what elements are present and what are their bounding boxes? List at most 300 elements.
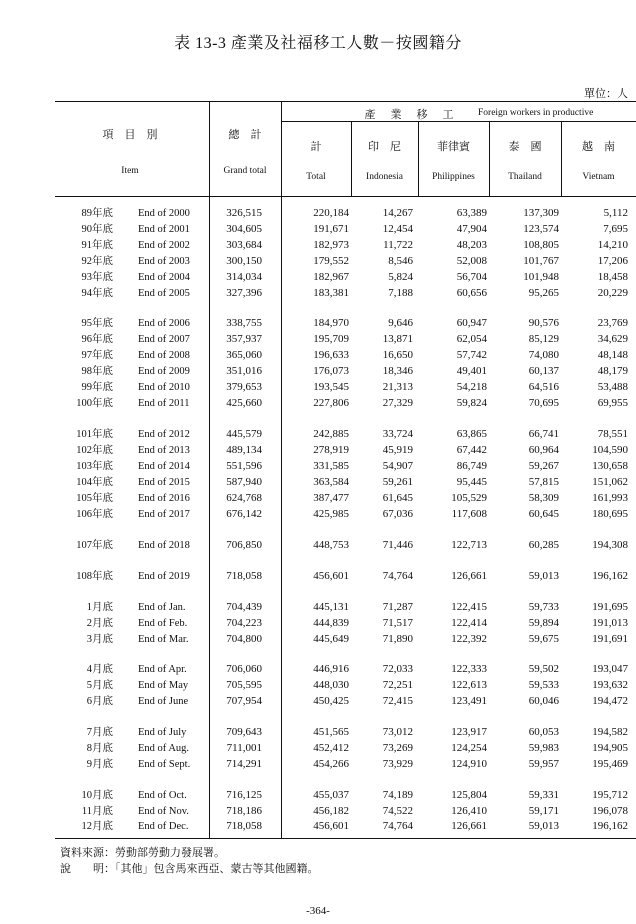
cell-thailand: 57,815 — [528, 476, 559, 488]
cell-grand-total: 303,684 — [226, 239, 262, 251]
cell-indonesia: 61,645 — [382, 492, 413, 504]
cell-indonesia: 8,546 — [388, 255, 413, 267]
row-label-zh: 93年底 — [81, 272, 113, 283]
cell-indonesia: 11,722 — [383, 239, 413, 251]
row-label-zh: 9月底 — [86, 759, 113, 770]
cell-indonesia: 12,454 — [382, 223, 413, 235]
row-label-zh: 7月底 — [86, 727, 113, 738]
cell-total: 191,671 — [313, 223, 349, 235]
cell-grand-total: 314,034 — [226, 271, 262, 283]
cell-indonesia: 54,907 — [382, 460, 413, 472]
cell-philippines: 86,749 — [456, 460, 487, 472]
cell-philippines: 122,392 — [451, 633, 487, 645]
cell-total: 363,584 — [313, 476, 349, 488]
table-row — [0, 507, 636, 522]
table-row — [0, 222, 636, 237]
cell-total: 195,709 — [313, 333, 349, 345]
cell-grand-total: 379,653 — [226, 381, 262, 393]
cell-indonesia: 72,415 — [382, 695, 413, 707]
table-row — [0, 364, 636, 379]
cell-thailand: 70,695 — [528, 397, 559, 409]
cell-indonesia: 74,764 — [382, 820, 413, 832]
header-vietnam-en: Vietnam — [582, 172, 615, 182]
row-label-en: End of June — [138, 696, 189, 707]
cell-total: 183,381 — [313, 287, 349, 299]
cell-total: 445,649 — [313, 633, 349, 645]
cell-total: 454,266 — [313, 758, 349, 770]
row-label-zh: 96年底 — [81, 334, 113, 345]
table-row — [0, 491, 636, 506]
cell-vietnam: 69,955 — [597, 397, 628, 409]
cell-grand-total: 304,605 — [226, 223, 262, 235]
row-label-zh: 12月底 — [81, 821, 113, 832]
col-divider-subheader-1 — [351, 121, 352, 196]
table-row — [0, 694, 636, 709]
row-label-en: End of 2017 — [138, 509, 190, 520]
cell-grand-total: 718,058 — [226, 570, 262, 582]
row-label-zh: 8月底 — [86, 743, 113, 754]
cell-total: 448,030 — [313, 679, 349, 691]
table-row — [0, 788, 636, 803]
cell-indonesia: 18,346 — [382, 365, 413, 377]
table-row — [0, 757, 636, 772]
cell-total: 179,552 — [313, 255, 349, 267]
cell-total: 220,184 — [313, 207, 349, 219]
cell-philippines: 126,410 — [451, 805, 487, 817]
cell-grand-total: 365,060 — [226, 349, 262, 361]
cell-total: 456,601 — [313, 570, 349, 582]
cell-thailand: 66,741 — [528, 428, 559, 440]
cell-indonesia: 14,267 — [382, 207, 413, 219]
table-row — [0, 725, 636, 740]
row-label-zh: 98年底 — [81, 366, 113, 377]
table-row — [0, 741, 636, 756]
row-label-zh: 108年底 — [76, 571, 113, 582]
row-label-zh: 99年底 — [81, 382, 113, 393]
footer-source: 資料來源：勞動部勞動力發展署。 — [60, 847, 225, 859]
cell-grand-total: 551,596 — [226, 460, 262, 472]
cell-thailand: 137,309 — [523, 207, 559, 219]
cell-indonesia: 5,824 — [388, 271, 413, 283]
cell-indonesia: 16,650 — [382, 349, 413, 361]
cell-thailand: 90,576 — [528, 317, 559, 329]
row-label-en: End of 2006 — [138, 318, 190, 329]
row-label-en: End of 2002 — [138, 240, 190, 251]
cell-total: 242,885 — [313, 428, 349, 440]
row-label-zh: 10月底 — [81, 790, 113, 801]
row-label-zh: 2月底 — [86, 618, 113, 629]
cell-thailand: 59,957 — [528, 758, 559, 770]
header-grand-total-en: Grand total — [223, 166, 267, 176]
cell-total: 176,073 — [313, 365, 349, 377]
row-label-en: End of 2001 — [138, 224, 190, 235]
row-label-en: End of 2018 — [138, 540, 190, 551]
cell-philippines: 105,529 — [451, 492, 487, 504]
cell-total: 446,916 — [313, 663, 349, 675]
cell-thailand: 85,129 — [528, 333, 559, 345]
table-row — [0, 206, 636, 221]
header-group-zh: 產 業 移 工 — [364, 109, 456, 121]
cell-vietnam: 195,712 — [592, 789, 628, 801]
row-label-en: End of 2015 — [138, 477, 190, 488]
cell-vietnam: 194,582 — [592, 726, 628, 738]
cell-total: 425,985 — [313, 508, 349, 520]
cell-indonesia: 71,517 — [382, 617, 413, 629]
cell-philippines: 122,414 — [451, 617, 487, 629]
cell-indonesia: 71,446 — [382, 539, 413, 551]
cell-total: 456,601 — [313, 820, 349, 832]
row-label-en: End of 2010 — [138, 382, 190, 393]
cell-indonesia: 72,033 — [382, 663, 413, 675]
cell-total: 456,182 — [313, 805, 349, 817]
cell-thailand: 60,285 — [528, 539, 559, 551]
row-label-zh: 4月底 — [86, 664, 113, 675]
cell-philippines: 122,415 — [451, 601, 487, 613]
cell-indonesia: 71,287 — [382, 601, 413, 613]
cell-indonesia: 67,036 — [382, 508, 413, 520]
row-label-en: End of 2011 — [138, 398, 190, 409]
cell-grand-total: 704,439 — [226, 601, 262, 613]
row-label-en: End of Oct. — [138, 790, 187, 801]
row-label-en: End of Nov. — [138, 806, 189, 817]
header-total-zh: 計 — [310, 141, 322, 153]
cell-indonesia: 13,871 — [382, 333, 413, 345]
cell-thailand: 59,983 — [528, 742, 559, 754]
table-row — [0, 270, 636, 285]
row-label-en: End of Jan. — [138, 602, 186, 613]
cell-total: 451,565 — [313, 726, 349, 738]
table-row — [0, 380, 636, 395]
cell-philippines: 126,661 — [451, 820, 487, 832]
header-group-en: Foreign workers in productive — [478, 108, 594, 118]
row-label-en: End of Mar. — [138, 634, 189, 645]
table-row — [0, 459, 636, 474]
cell-total: 444,839 — [313, 617, 349, 629]
table-row — [0, 332, 636, 347]
cell-vietnam: 195,469 — [592, 758, 628, 770]
header-indonesia-zh: 印 尼 — [368, 141, 401, 153]
cell-indonesia: 71,890 — [382, 633, 413, 645]
cell-vietnam: 78,551 — [597, 428, 628, 440]
cell-vietnam: 151,062 — [592, 476, 628, 488]
table-row — [0, 819, 636, 834]
cell-vietnam: 194,472 — [592, 695, 628, 707]
row-label-zh: 5月底 — [86, 680, 113, 691]
cell-philippines: 95,445 — [456, 476, 487, 488]
cell-thailand: 108,805 — [523, 239, 559, 251]
unit-label: 單位：人 — [584, 88, 628, 100]
footer-note: 說 明：「其他」包含馬來西亞、蒙古等其他國籍。 — [60, 863, 319, 875]
cell-total: 387,477 — [313, 492, 349, 504]
cell-philippines: 62,054 — [456, 333, 487, 345]
cell-thailand: 60,053 — [528, 726, 559, 738]
cell-vietnam: 18,458 — [597, 271, 628, 283]
row-label-zh: 100年底 — [76, 398, 113, 409]
cell-thailand: 59,331 — [528, 789, 559, 801]
header-thailand-zh: 泰 國 — [508, 141, 542, 153]
cell-indonesia: 74,764 — [382, 570, 413, 582]
cell-thailand: 95,265 — [528, 287, 559, 299]
table-row — [0, 475, 636, 490]
cell-vietnam: 180,695 — [592, 508, 628, 520]
cell-philippines: 123,917 — [451, 726, 487, 738]
col-divider-subheader-3 — [489, 121, 490, 196]
cell-grand-total: 718,058 — [226, 820, 262, 832]
table-row — [0, 316, 636, 331]
cell-vietnam: 48,179 — [597, 365, 628, 377]
cell-thailand: 60,964 — [528, 444, 559, 456]
cell-vietnam: 193,047 — [592, 663, 628, 675]
cell-philippines: 122,713 — [451, 539, 487, 551]
cell-vietnam: 196,078 — [592, 805, 628, 817]
cell-grand-total: 445,579 — [226, 428, 262, 440]
header-indonesia-en: Indonesia — [366, 172, 403, 182]
row-label-zh: 6月底 — [86, 696, 113, 707]
cell-grand-total: 338,755 — [226, 317, 262, 329]
table-row — [0, 632, 636, 647]
cell-philippines: 124,910 — [451, 758, 487, 770]
cell-thailand: 59,502 — [528, 663, 559, 675]
row-label-en: End of 2008 — [138, 350, 190, 361]
row-label-zh: 103年底 — [76, 461, 113, 472]
row-label-en: End of Dec. — [138, 821, 189, 832]
cell-indonesia: 74,522 — [382, 805, 413, 817]
cell-philippines: 60,947 — [456, 317, 487, 329]
cell-total: 278,919 — [313, 444, 349, 456]
table-row — [0, 254, 636, 269]
cell-total: 193,545 — [313, 381, 349, 393]
table-bottom-rule — [55, 838, 636, 839]
cell-philippines: 54,218 — [456, 381, 487, 393]
cell-philippines: 117,608 — [451, 508, 487, 520]
cell-vietnam: 194,905 — [592, 742, 628, 754]
cell-grand-total: 707,954 — [226, 695, 262, 707]
cell-total: 331,585 — [313, 460, 349, 472]
cell-indonesia: 27,329 — [382, 397, 413, 409]
cell-indonesia: 9,646 — [388, 317, 413, 329]
row-label-en: End of 2004 — [138, 272, 190, 283]
cell-vietnam: 194,308 — [592, 539, 628, 551]
row-label-zh: 104年底 — [76, 477, 113, 488]
cell-philippines: 63,389 — [456, 207, 487, 219]
row-label-en: End of 2000 — [138, 208, 190, 219]
cell-vietnam: 191,695 — [592, 601, 628, 613]
page-title: 表 13-3 產業及社福移工人數－按國籍分 — [174, 35, 462, 52]
table-row — [0, 427, 636, 442]
cell-philippines: 126,661 — [451, 570, 487, 582]
cell-vietnam: 7,695 — [603, 223, 628, 235]
row-label-zh: 3月底 — [86, 634, 113, 645]
cell-thailand: 59,013 — [528, 820, 559, 832]
cell-philippines: 122,333 — [451, 663, 487, 675]
cell-thailand: 59,171 — [528, 805, 559, 817]
table-row — [0, 662, 636, 677]
row-label-zh: 11月底 — [81, 806, 113, 817]
cell-philippines: 56,704 — [456, 271, 487, 283]
cell-thailand: 60,137 — [528, 365, 559, 377]
row-label-en: End of 2013 — [138, 445, 190, 456]
cell-indonesia: 73,012 — [382, 726, 413, 738]
row-label-en: End of Aug. — [138, 743, 190, 754]
row-label-zh: 106年底 — [76, 509, 113, 520]
cell-philippines: 47,904 — [456, 223, 487, 235]
cell-indonesia: 21,313 — [382, 381, 413, 393]
row-label-en: End of 2009 — [138, 366, 190, 377]
cell-grand-total: 716,125 — [226, 789, 262, 801]
cell-philippines: 125,804 — [451, 789, 487, 801]
row-label-en: End of 2003 — [138, 256, 190, 267]
cell-thailand: 59,013 — [528, 570, 559, 582]
row-label-zh: 89年底 — [81, 208, 113, 219]
cell-grand-total: 587,940 — [226, 476, 262, 488]
cell-total: 182,973 — [313, 239, 349, 251]
cell-thailand: 59,675 — [528, 633, 559, 645]
cell-grand-total: 676,142 — [226, 508, 262, 520]
cell-indonesia: 45,919 — [382, 444, 413, 456]
row-label-zh: 107年底 — [76, 540, 113, 551]
row-label-en: End of July — [138, 727, 187, 738]
cell-philippines: 60,656 — [456, 287, 487, 299]
cell-philippines: 57,742 — [456, 349, 487, 361]
row-label-zh: 94年底 — [81, 288, 113, 299]
row-label-zh: 1月底 — [86, 602, 113, 613]
cell-grand-total: 357,937 — [226, 333, 262, 345]
cell-grand-total: 711,001 — [226, 742, 262, 754]
row-label-zh: 95年底 — [81, 318, 113, 329]
cell-thailand: 59,894 — [528, 617, 559, 629]
header-philippines-zh: 菲律賓 — [437, 141, 470, 153]
cell-philippines: 124,254 — [451, 742, 487, 754]
cell-indonesia: 33,724 — [382, 428, 413, 440]
cell-vietnam: 14,210 — [597, 239, 628, 251]
cell-total: 184,970 — [313, 317, 349, 329]
table-row — [0, 443, 636, 458]
cell-thailand: 123,574 — [523, 223, 559, 235]
table-row — [0, 804, 636, 819]
cell-thailand: 74,080 — [528, 349, 559, 361]
cell-thailand: 101,948 — [523, 271, 559, 283]
cell-grand-total: 704,800 — [226, 633, 262, 645]
cell-vietnam: 23,769 — [597, 317, 628, 329]
row-label-zh: 102年底 — [76, 445, 113, 456]
cell-grand-total: 705,595 — [226, 679, 262, 691]
cell-total: 445,131 — [313, 601, 349, 613]
header-grand-total-zh: 總 計 — [228, 129, 262, 141]
cell-vietnam: 17,206 — [597, 255, 628, 267]
cell-indonesia: 7,188 — [388, 287, 413, 299]
cell-vietnam: 161,993 — [592, 492, 628, 504]
cell-thailand: 60,046 — [528, 695, 559, 707]
cell-grand-total: 706,060 — [226, 663, 262, 675]
row-label-en: End of 2005 — [138, 288, 190, 299]
row-label-zh: 105年底 — [76, 493, 113, 504]
row-label-en: End of 2016 — [138, 493, 190, 504]
row-label-en: End of 2007 — [138, 334, 190, 345]
cell-vietnam: 5,112 — [603, 207, 628, 219]
cell-philippines: 123,491 — [451, 695, 487, 707]
cell-thailand: 58,309 — [528, 492, 559, 504]
row-label-zh: 97年底 — [81, 350, 113, 361]
cell-vietnam: 196,162 — [592, 820, 628, 832]
cell-thailand: 59,533 — [528, 679, 559, 691]
cell-grand-total: 351,016 — [226, 365, 262, 377]
cell-philippines: 122,613 — [451, 679, 487, 691]
cell-grand-total: 327,396 — [226, 287, 262, 299]
cell-grand-total: 489,134 — [226, 444, 262, 456]
cell-vietnam: 196,162 — [592, 570, 628, 582]
table-row — [0, 600, 636, 615]
cell-grand-total: 709,643 — [226, 726, 262, 738]
table-row — [0, 538, 636, 553]
cell-grand-total: 714,291 — [226, 758, 262, 770]
table-row — [0, 678, 636, 693]
cell-philippines: 63,865 — [456, 428, 487, 440]
row-label-en: End of May — [138, 680, 189, 691]
cell-indonesia: 74,189 — [382, 789, 413, 801]
cell-total: 182,967 — [313, 271, 349, 283]
cell-grand-total: 704,223 — [226, 617, 262, 629]
header-thailand-en: Thailand — [508, 172, 542, 182]
cell-vietnam: 48,148 — [597, 349, 628, 361]
cell-vietnam: 53,488 — [597, 381, 628, 393]
cell-total: 450,425 — [313, 695, 349, 707]
cell-indonesia: 73,269 — [382, 742, 413, 754]
cell-thailand: 59,733 — [528, 601, 559, 613]
cell-grand-total: 326,515 — [226, 207, 262, 219]
cell-indonesia: 73,929 — [382, 758, 413, 770]
page-number: -364- — [306, 905, 330, 917]
row-label-en: End of 2014 — [138, 461, 190, 472]
cell-vietnam: 20,229 — [597, 287, 628, 299]
header-philippines-en: Philippines — [432, 172, 475, 182]
row-label-zh: 90年底 — [81, 224, 113, 235]
header-bottom-rule — [55, 196, 636, 197]
cell-vietnam: 34,629 — [597, 333, 628, 345]
row-label-en: End of Apr. — [138, 664, 187, 675]
header-item-en: Item — [121, 166, 139, 176]
row-label-zh: 92年底 — [81, 256, 113, 267]
col-divider-subheader-2 — [418, 121, 419, 196]
cell-total: 448,753 — [313, 539, 349, 551]
table-row — [0, 286, 636, 301]
cell-indonesia: 72,251 — [382, 679, 413, 691]
cell-indonesia: 59,261 — [382, 476, 413, 488]
cell-grand-total: 624,768 — [226, 492, 262, 504]
header-total-en: Total — [306, 172, 326, 182]
col-divider-subheader-4 — [561, 121, 562, 196]
cell-total: 196,633 — [313, 349, 349, 361]
cell-grand-total: 300,150 — [226, 255, 262, 267]
table-row — [0, 396, 636, 411]
row-label-en: End of 2019 — [138, 571, 190, 582]
table-row — [0, 616, 636, 631]
cell-total: 455,037 — [313, 789, 349, 801]
cell-philippines: 48,203 — [456, 239, 487, 251]
header-item-zh: 項 目 別 — [102, 129, 158, 141]
cell-vietnam: 130,658 — [592, 460, 628, 472]
cell-philippines: 49,401 — [456, 365, 487, 377]
cell-philippines: 52,008 — [456, 255, 487, 267]
header-vietnam-zh: 越 南 — [582, 141, 615, 153]
row-label-en: End of 2012 — [138, 429, 190, 440]
table-row — [0, 238, 636, 253]
cell-vietnam: 191,691 — [592, 633, 628, 645]
cell-total: 452,412 — [313, 742, 349, 754]
cell-thailand: 64,516 — [528, 381, 559, 393]
cell-philippines: 59,824 — [456, 397, 487, 409]
cell-total: 227,806 — [313, 397, 349, 409]
table-top-rule — [55, 101, 636, 102]
